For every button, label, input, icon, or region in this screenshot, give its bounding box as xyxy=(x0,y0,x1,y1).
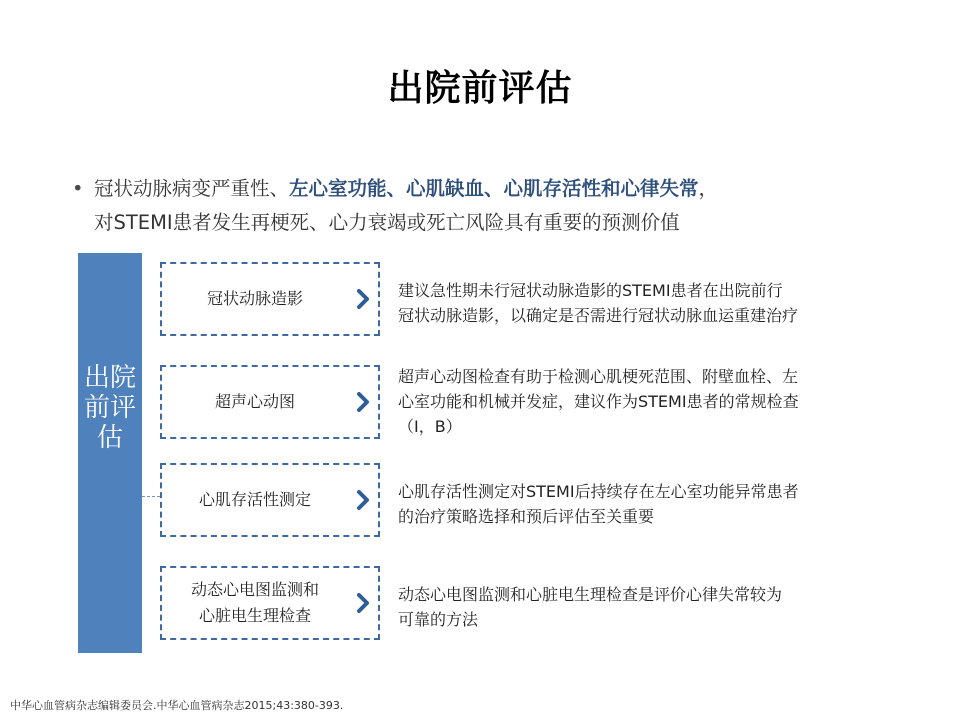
chevron-right-icon xyxy=(356,490,370,510)
box-label-line: 超声心动图 xyxy=(214,392,295,411)
description-line: 可靠的方法 xyxy=(398,610,479,629)
assessment-box-label xyxy=(162,465,348,535)
assessment-description-myocardial-viability xyxy=(398,479,878,529)
assessment-box-label xyxy=(162,568,348,638)
assessment-description-holter-ep-study xyxy=(398,582,878,632)
assessment-box-coronary-angiography xyxy=(160,262,380,336)
bullet-dot-icon: • xyxy=(72,177,84,200)
bullet-text-part2: ， xyxy=(698,177,719,200)
description-line: 建议急性期未行冠状动脉造影的STEMI患者在出院前行 xyxy=(398,281,783,300)
chevron-right-icon xyxy=(356,392,370,412)
slide-title: 出院前评估 xyxy=(387,68,573,109)
description-line: 超声心动图检查有助于检测心肌梗死范围、附壁血栓、左 xyxy=(398,367,799,386)
sidebar-connector xyxy=(142,496,160,497)
assessment-box-echocardiography xyxy=(160,365,380,439)
sidebar-label: 出院前评估 xyxy=(83,363,136,453)
description-line: 心肌存活性测定对STEMI后持续存在左心室功能异常患者 xyxy=(398,482,799,501)
assessment-box-label xyxy=(162,367,348,437)
assessment-box-holter-ep-study xyxy=(160,566,380,640)
chevron-right-icon xyxy=(356,593,370,613)
bullet-text-line2: 对STEMI患者发生再梗死、心力衰竭或死亡风险具有重要的预测价值 xyxy=(94,211,680,234)
description-line: 冠状动脉造影，以确定是否需进行冠状动脉血运重建治疗 xyxy=(398,306,799,325)
assessment-box-myocardial-viability xyxy=(160,463,380,537)
assessment-box-label xyxy=(162,264,348,334)
description-line: 的治疗策略选择和预后评估至关重要 xyxy=(398,507,655,526)
bullet-text-part1: 冠状动脉病变严重性、 xyxy=(94,177,290,200)
assessment-description-echocardiography xyxy=(398,364,878,439)
chevron-right-icon xyxy=(356,289,370,309)
description-line: 心室功能和机械并发症，建议作为STEMI患者的常规检查 xyxy=(398,392,799,411)
description-line: （Ⅰ，B） xyxy=(398,417,462,436)
bullet-text xyxy=(94,172,892,240)
box-label-line: 心肌存活性测定 xyxy=(198,490,311,509)
box-label-line: 动态心电图监测和 xyxy=(190,580,319,599)
assessment-description-coronary-angiography xyxy=(398,278,878,328)
description-line: 动态心电图监测和心脏电生理检查是评价心律失常较为 xyxy=(398,585,783,604)
bullet-text-highlight: 左心室功能、心肌缺血、心肌存活性和心律失常 xyxy=(289,177,699,200)
box-label-line: 心脏电生理检查 xyxy=(198,606,311,625)
sidebar-bar xyxy=(78,253,142,653)
box-label-line: 冠状动脉造影 xyxy=(206,289,303,308)
bullet-point xyxy=(72,172,892,240)
footnote-citation: 中华心血管病杂志编辑委员会.中华心血管病杂志2015;43:380-393. xyxy=(10,699,344,712)
